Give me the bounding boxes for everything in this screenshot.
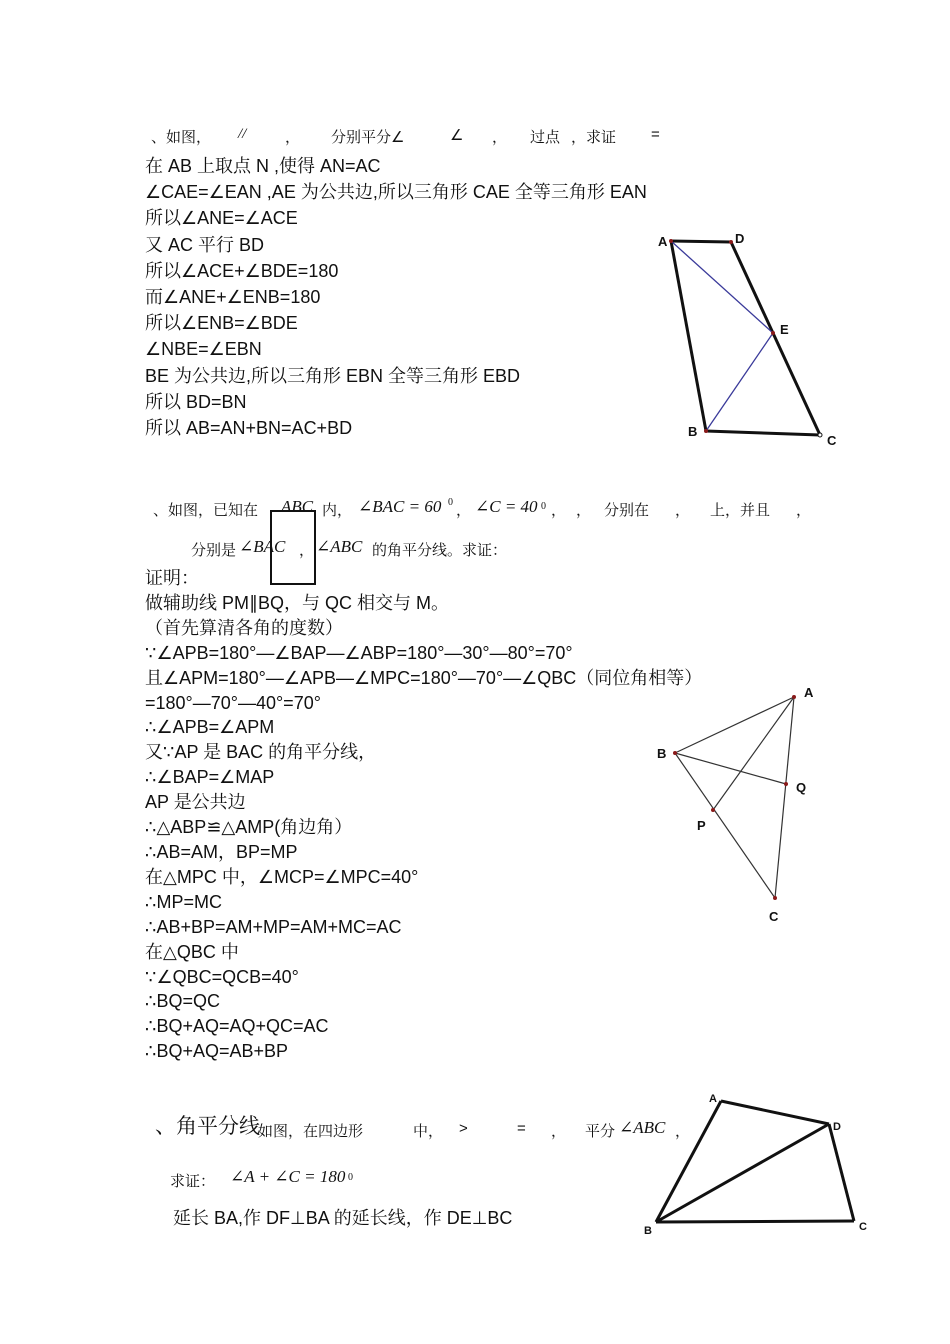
proof-line: 在 AB 上取点 N ,使得 AN=AC xyxy=(145,156,381,176)
proof-line: 做辅助线 PM∥BQ，与 QC 相交与 M。 xyxy=(145,592,450,613)
equals-symbol: = xyxy=(651,126,660,143)
parallel-symbol: // xyxy=(238,126,247,142)
proof-line: 而∠ANE+∠ENB=180 xyxy=(145,287,321,308)
degree-mark: 0 xyxy=(541,501,546,512)
proof-line: 在△QBC 中 xyxy=(145,941,239,962)
point-a xyxy=(669,239,673,243)
label-p: P xyxy=(697,818,706,833)
heading-text: ， xyxy=(456,502,472,519)
segment-cb xyxy=(656,1221,854,1222)
label-c: C xyxy=(769,909,779,924)
proof-line: AP 是公共边 xyxy=(145,792,246,813)
problem3-figure xyxy=(640,1088,880,1238)
proof-line: 又∵AP 是 BAC 的角平分线， xyxy=(145,742,377,763)
segment-ab xyxy=(675,697,794,753)
segment-ad xyxy=(721,1101,829,1124)
label-d: D xyxy=(833,1121,841,1133)
proof-line: ∴BQ+AQ=AQ+QC=AC xyxy=(145,1016,329,1037)
heading-text: ， xyxy=(299,542,315,559)
label-b: B xyxy=(644,1225,652,1237)
proof-line: ∴BQ=QC xyxy=(145,991,220,1012)
proof-line: ∵∠QBC=QCB=40° xyxy=(145,966,299,987)
angle-sum: ∠A + ∠C = 180 xyxy=(230,1167,346,1186)
label-d: D xyxy=(735,231,745,246)
segment-ap xyxy=(713,697,794,810)
angle-bac: ∠BAC xyxy=(239,537,286,556)
segment-eb xyxy=(706,333,773,431)
heading-text: ， xyxy=(675,502,691,519)
point-c xyxy=(773,896,777,900)
proof-line: 又 AC 平行 BD xyxy=(145,234,265,255)
proof-line: ∴AB=AM，BP=MP xyxy=(145,841,298,862)
heading-text: ， xyxy=(576,502,592,519)
heading-title: 、角平分线 xyxy=(155,1115,260,1138)
proof-line: 证明： xyxy=(145,568,199,588)
proof-line: ∴AB+BP=AM+MP=AM+MC=AC xyxy=(145,916,402,937)
heading-text: ，求证 xyxy=(571,129,617,146)
problem2-proof xyxy=(145,566,702,1064)
point-d xyxy=(729,240,733,244)
point-a xyxy=(792,695,796,699)
label-c: C xyxy=(827,433,837,448)
proof-line: 所以 AB=AN+BN=AC+BD xyxy=(145,418,353,439)
label-a: A xyxy=(709,1093,717,1105)
segment-bc xyxy=(675,753,775,898)
angle-bac: ∠BAC = 60 xyxy=(358,497,442,516)
proof-line: =180°—70°—40°=70° xyxy=(145,692,321,713)
problem2-figure xyxy=(645,680,830,930)
segment-ad xyxy=(671,241,731,242)
segment-ba xyxy=(671,241,706,431)
segment-bq xyxy=(675,753,786,784)
proof-line: 所以∠ANE=∠ACE xyxy=(145,208,298,229)
heading-text: 、如图，已知在 xyxy=(153,502,259,519)
proof-line: ∠NBE=∠EBN xyxy=(145,339,262,360)
angle-symbol: ∠ xyxy=(450,127,464,144)
segment-cb xyxy=(706,431,820,435)
segment-dc xyxy=(731,242,820,435)
point-e xyxy=(771,331,775,335)
heading-text: 中， xyxy=(413,1123,444,1140)
heading-text: 的角平分线。求证： xyxy=(372,542,508,559)
label-c: C xyxy=(859,1221,867,1233)
proof-line: ∠CAE=∠EAN ,AE 为公共边,所以三角形 CAE 全等三角形 EAN xyxy=(145,182,647,203)
problem3-proof-line: 延长 BA,作 DF⊥BA 的延长线，作 DE⊥BC xyxy=(173,1208,513,1228)
greater-symbol: > xyxy=(459,1120,468,1137)
proof-line: BE 为公共边,所以三角形 EBN 全等三角形 EBD xyxy=(145,365,521,386)
angle-abc: ∠ABC xyxy=(316,537,363,556)
proof-line: ∵∠APB=180°—∠BAP—∠ABP=180°—30°—80°=70° xyxy=(145,642,573,663)
problem1-proof xyxy=(145,153,647,441)
point-c xyxy=(818,433,822,437)
proof-line: ∴△ABP≌△AMP(角边角） xyxy=(145,817,353,838)
label-a: A xyxy=(658,234,668,249)
label-b: B xyxy=(688,424,698,439)
heading-text: 分别是 xyxy=(191,542,237,559)
heading-text: ， xyxy=(285,129,301,146)
heading-text: ， xyxy=(492,129,508,146)
degree-mark: 0 xyxy=(348,1172,353,1183)
proof-line: ∴MP=MC xyxy=(145,891,222,912)
heading-text: 、如图， xyxy=(151,129,212,146)
proof-line: 所以∠ENB=∠BDE xyxy=(145,313,298,334)
label-a: A xyxy=(804,685,814,700)
heading-text: ， xyxy=(796,502,812,519)
point-b xyxy=(704,429,708,433)
segment-dc xyxy=(829,1124,854,1221)
label-q: Q xyxy=(796,780,807,795)
heading-text: 上，并且 xyxy=(710,502,771,519)
proof-line: ∴BQ+AQ=AB+BP xyxy=(145,1041,289,1062)
heading-text: 分别平分∠ xyxy=(331,129,405,146)
heading-text: ， xyxy=(551,502,567,519)
prove-label: 求证： xyxy=(170,1173,216,1190)
heading-text: 平分 xyxy=(585,1123,616,1140)
angle-abc: ∠ABC xyxy=(619,1118,666,1137)
proof-line: ∴∠APB=∠APM xyxy=(145,717,275,738)
segment-ac xyxy=(775,697,794,898)
heading-text: ， xyxy=(675,1123,691,1140)
problem1-figure xyxy=(640,220,850,455)
proof-line: 所以∠ACE+∠BDE=180 xyxy=(145,260,339,281)
proof-line: （首先算清各角的度数） xyxy=(145,617,343,638)
heading-text: 过点 xyxy=(530,129,561,146)
point-b xyxy=(673,751,677,755)
heading-text: 如图，在四边形 xyxy=(258,1123,364,1140)
proof-line: 所以 BD=BN xyxy=(145,391,247,412)
label-e: E xyxy=(780,322,789,337)
degree-mark: 0 xyxy=(448,497,453,508)
triangle-name: ABC xyxy=(281,497,314,516)
point-p xyxy=(711,808,715,812)
angle-c: ∠C = 40 xyxy=(475,497,538,516)
point-q xyxy=(784,782,788,786)
label-b: B xyxy=(657,746,667,761)
equals-symbol: = xyxy=(517,1120,526,1137)
heading-text: ， xyxy=(551,1123,567,1140)
heading-text: 内， xyxy=(322,502,353,519)
heading-text: 分别在 xyxy=(604,502,650,519)
proof-line: 在△MPC 中，∠MCP=∠MPC=40° xyxy=(145,866,419,887)
proof-line: ∴∠BAP=∠MAP xyxy=(145,767,275,788)
proof-line: 且∠APM=180°—∠APB—∠MPC=180°—70°—∠QBC（同位角相等） xyxy=(145,667,703,688)
